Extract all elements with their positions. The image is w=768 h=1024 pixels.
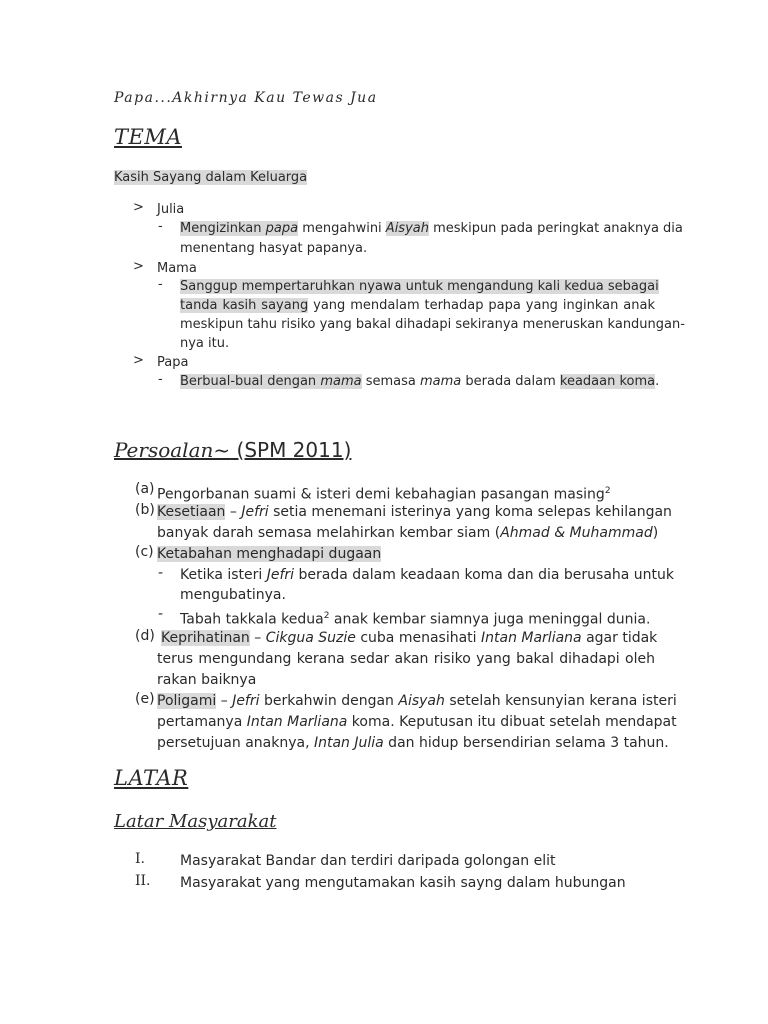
item-e-line-1: Poligami – Jefri berkahwin dengan Aisyah setelah kensunyian kerana isteri (157, 693, 677, 709)
document-title: Papa...Akhirnya Kau Tewas Jua (114, 90, 378, 106)
heading-latar: LATAR (114, 766, 189, 790)
item-a-text: Pengorbanan suami & isteri demi kebahagian pasangan masing$^2$ (157, 486, 611, 503)
heading-tema: TEMA (114, 125, 183, 149)
roman-numeral: II. (135, 873, 151, 889)
bullet-dash: - (158, 565, 164, 581)
item-c-heading: Ketabahan menghadapi dugaan (157, 546, 382, 562)
bullet-arrow: > (133, 353, 144, 368)
theme-text: Kasih Sayang dalam Keluarga (114, 170, 308, 185)
bullet-dash: - (158, 219, 163, 234)
item-a-label: (a) (135, 481, 155, 497)
tema-mama-line-1: Sanggup mempertaruhkan nyawa untuk mengandung kali kedua sebagai (180, 279, 659, 294)
item-e-line-3: persetujuan anaknya, Intan Julia dan hidup bersendirian selama 3 tahun. (157, 735, 669, 751)
item-d-label: (d) (135, 628, 155, 644)
heading-persoalan: Persoalan~ (SPM 2011) (114, 438, 352, 462)
item-c-label: (c) (135, 544, 154, 560)
latar-item: Masyarakat yang mengutamakan kasih sayng dalam hubungan (180, 875, 626, 891)
item-c-dash-1-line-1: Ketika isteri Jefri berada dalam keadaan koma dan dia berusaha untuk (180, 567, 675, 583)
tema-julia-line-1: Mengizinkan papa mengahwini Aisyah meskipun pada peringkat anaknya dia (180, 221, 683, 236)
item-b-line-1: Kesetiaan – Jefri setia menemani isterinya yang koma selepas kehilangan (157, 504, 672, 520)
bullet-arrow: > (133, 200, 144, 215)
tema-papa-line-1: Berbual-bual dengan mama semasa mama berada dalam keadaan koma. (180, 374, 660, 389)
roman-numeral: I. (135, 851, 145, 867)
item-e-line-2: pertamanya Intan Marliana koma. Keputusan itu dibuat setelah mendapat (157, 714, 677, 730)
tema-julia-label: Julia (157, 202, 185, 217)
item-d-line-1: Keprihatinan – Cikgua Suzie cuba menasihati Intan Marliana agar tidak (161, 630, 658, 646)
tema-mama-line-4: nya itu. (180, 336, 230, 351)
tema-mama-line-2: tanda kasih sayang yang mendalam terhadap papa yang inginkan anak (180, 298, 655, 313)
bullet-dash: - (158, 277, 163, 292)
bullet-dash: - (158, 372, 163, 387)
item-b-label: (b) (135, 502, 155, 518)
item-c-dash-2: Tabah takkala kedua$^2$ anak kembar siamnya juga meninggal dunia. (180, 611, 651, 628)
bullet-dash: - (158, 606, 164, 622)
tema-julia-line-2: menentang hasyat papanya. (180, 241, 368, 256)
tema-mama-line-3: meskipun tahu risiko yang bakal dihadapi sekiranya meneruskan kandungan- (180, 317, 685, 332)
tema-papa-label: Papa (157, 355, 189, 370)
item-c-dash-1-line-2: mengubatinya. (180, 587, 286, 603)
item-e-label: (e) (135, 691, 155, 707)
tema-mama-label: Mama (157, 261, 197, 276)
subheading-latar-masyarakat: Latar Masyarakat (114, 811, 277, 832)
item-d-line-3: rakan baiknya (157, 672, 257, 688)
latar-item: Masyarakat Bandar dan terdiri daripada golongan elit (180, 853, 556, 869)
bullet-arrow: > (133, 259, 144, 274)
item-d-line-2: terus mengundang kerana sedar akan risiko yang bakal dihadapi oleh (157, 651, 655, 667)
item-b-line-2: banyak darah semasa melahirkan kembar siam (Ahmad & Muhammad) (157, 525, 659, 541)
